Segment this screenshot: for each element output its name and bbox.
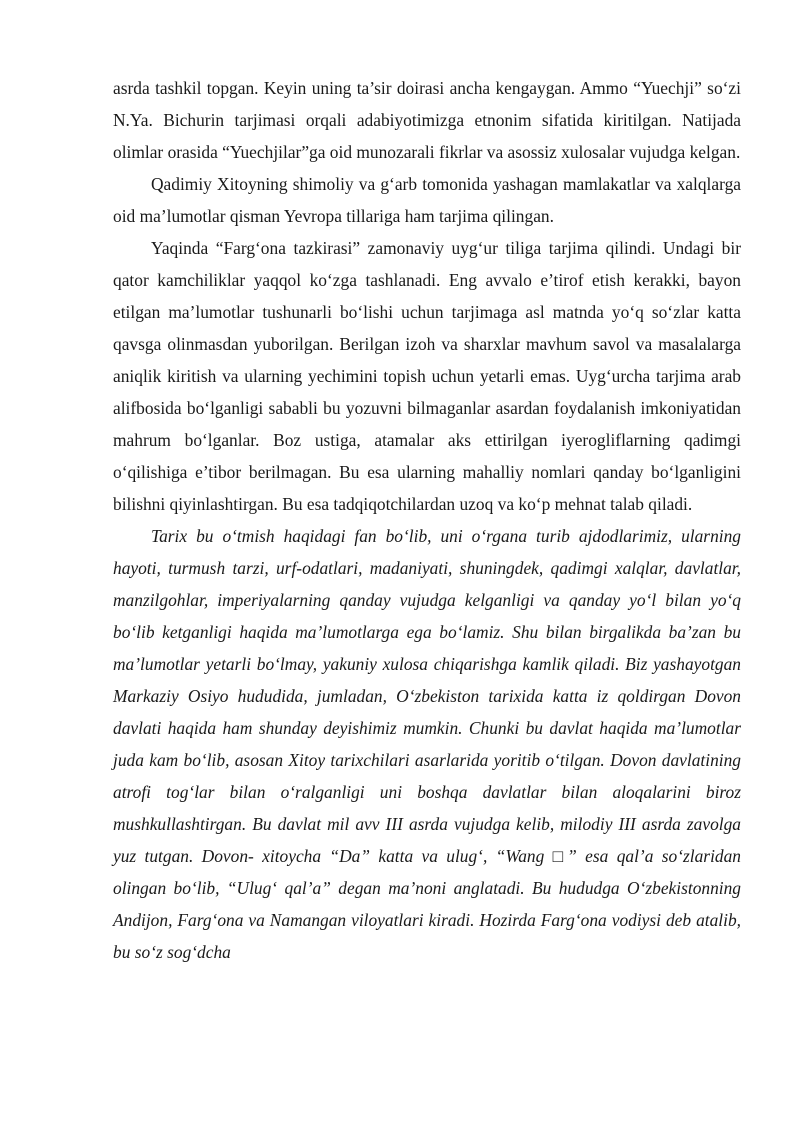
paragraph-western-regions: Qadimiy Xitoyning shimoliy va g‘arb tomonida yashagan mamlakatlar va xalqlarga oid ma’lumotlar qisman Yevropa tillariga ham tarjima qilingan. bbox=[113, 174, 741, 226]
body-text bbox=[113, 72, 741, 968]
paragraph-continuation: asrda tashkil topgan. Keyin uning ta’sir doirasi ancha kengaygan. Ammo “Yuechji” so‘zi N.Ya. Bichurin tarjimasi orqali adabiyotimizga etnonim sifatida kiritilgan. Natijada olimlar orasida “Yuechjilar”ga oid munozarali fikrlar va asossiz xulosalar vujudga kelgan. bbox=[113, 78, 741, 162]
paragraph-fergana-tazkirasi: Yaqinda “Farg‘ona tazkirasi” zamonaviy uyg‘ur tiliga tarjima qilindi. Undagi bir qator kamchiliklar yaqqol ko‘zga tashlanadi. Eng avvalo e’tirof etish kerakki, bayon etilgan ma’lumotlar tushunarli bo‘lishi uchun tarjimaga asl matnda yo‘q so‘zlar katta qavsga olinmasdan yuborilgan. Berilgan izoh va sharxlar mavhum savol va masalalarga aniqlik kiritish va ularning yechimini topish uchun yetarli emas. Uyg‘urcha tarjima arab alifbosida bo‘lganligi sababli bu yozuvni bilmaganlar asardan foydalanish imkoniyatidan mahrum bo‘lganlar. Boz ustiga, atamalar aks ettirilgan iyerogliflarning qadimgi o‘qilishiga e’tibor berilmagan. Bu esa ularning mahalliy nomlari qanday bo‘lganligini bilishni qiyinlashtirgan. Bu esa tadqiqotchilardan uzoq va ko‘p mehnat talab qiladi. bbox=[113, 238, 741, 514]
paragraph-dovon-state: Tarix bu o‘tmish haqidagi fan bo‘lib, uni o‘rgana turib ajdodlarimiz, ularning hayoti, turmush tarzi, urf-odatlari, madaniyati, shuningdek, qadimgi xalqlar, davlatlar, manzilgohlar, imperiyalarning qanday vujudga kelganligi va qanday yo‘l bilan yo‘q bo‘lib ketganligi haqida ma’lumotlarga ega bo‘lamiz. Shu bilan birgalikda ba’zan bu ma’lumotlar yetarli bo‘lmay, yakuniy xulosa chiqarishga kamlik qiladi. Biz yashayotgan Markaziy Osiyo hududida, jumladan, O‘zbekiston tarixida katta iz qoldirgan Dovon davlati haqida ham shunday deyishimiz mumkin. Chunki bu davlat haqida ma’lumotlar juda kam bo‘lib, asosan Xitoy tarixchilari asarlarida yoritib o‘tilgan. Dovon davlatining atrofi tog‘lar bilan o‘ralganligi uni boshqa davlatlar bilan aloqalarini biroz mushkullashtirgan. Bu davlat mil avv III asrda vujudga kelib, milodiy III asrda zavolga yuz tutgan. Dovon- xitoycha “Da” katta va ulug‘, “Wang □” esa qal’a so‘zlaridan olingan bo‘lib, “Ulug‘ qal’a” degan ma’noni anglatadi. Bu hududga O‘zbekistonning Andijon, Farg‘ona va Namangan viloyatlari kiradi. Hozirda Farg‘ona vodiysi deb atalib, bu so‘z sog‘dcha bbox=[113, 526, 741, 962]
